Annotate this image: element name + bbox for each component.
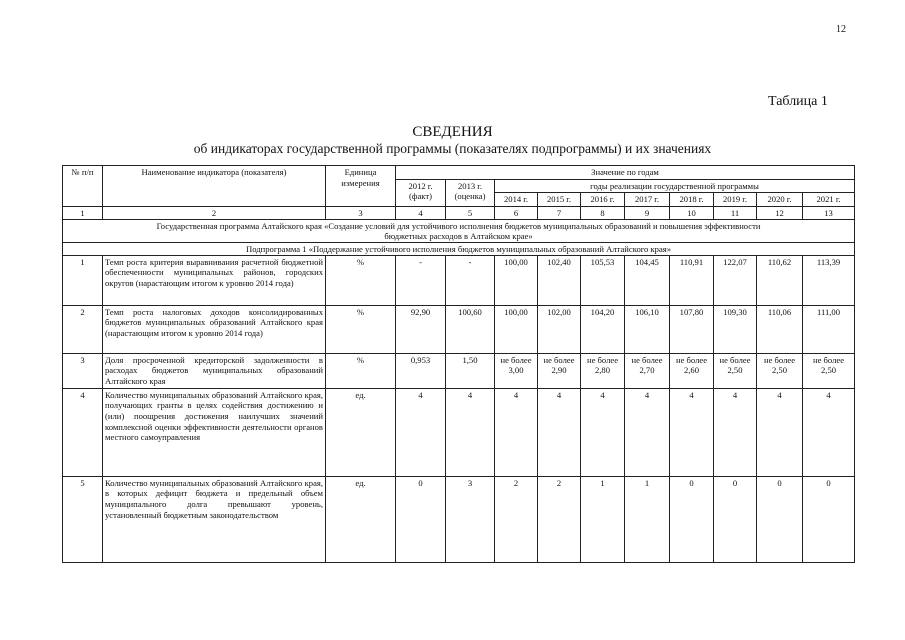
document-title: СВЕДЕНИЯ [412, 124, 493, 140]
value-cell: 107,80 [670, 305, 714, 353]
row-num: 1 [63, 255, 103, 305]
value-cell: 1 [581, 476, 625, 562]
value-cell: 2 [495, 476, 538, 562]
value-cell: 4 [625, 388, 670, 476]
value-cell: 4 [670, 388, 714, 476]
column-number: 6 [495, 206, 538, 219]
column-number: 8 [581, 206, 625, 219]
indicator-name: Доля просроченной кредиторской задолженности в расходах бюджетов муниципальных образований Алтайского края [103, 353, 326, 388]
value-cell: 1 [625, 476, 670, 562]
value-cell: не более 2,50 [803, 353, 855, 388]
value-cell: 1,50 [446, 353, 495, 388]
value-cell: 109,30 [714, 305, 757, 353]
value-cell: 113,39 [803, 255, 855, 305]
value-cell: 110,06 [757, 305, 803, 353]
indicator-unit: % [326, 353, 396, 388]
header-year: 2019 г. [714, 193, 757, 207]
header-year: 2016 г. [581, 193, 625, 207]
column-number: 10 [670, 206, 714, 219]
value-cell: не более 2,50 [757, 353, 803, 388]
header-year: 2014 г. [495, 193, 538, 207]
value-cell: 4 [803, 388, 855, 476]
value-cell: 4 [714, 388, 757, 476]
subprogram-row [63, 242, 855, 255]
table-row [63, 305, 855, 353]
value-cell: 4 [538, 388, 581, 476]
header-row-1 [63, 166, 855, 180]
page-number: 12 [836, 24, 846, 35]
value-cell: 111,00 [803, 305, 855, 353]
header-program-years: годы реализации государственной программы [495, 179, 855, 193]
value-cell: не более 2,60 [670, 353, 714, 388]
header-year-2013: 2013 г. (оценка) [446, 179, 495, 206]
value-cell: не более 3,00 [495, 353, 538, 388]
value-cell: 0,953 [396, 353, 446, 388]
value-cell: 4 [495, 388, 538, 476]
table-row [63, 476, 855, 562]
value-cell: 4 [757, 388, 803, 476]
value-cell: 92,90 [396, 305, 446, 353]
table-row [63, 255, 855, 305]
column-number: 4 [396, 206, 446, 219]
indicator-name: Темп роста критерия выравнивания расчетной бюджетной обеспеченности муниципальных районов, городских округов (нарастающим итогом к уровню 2014 года) [103, 255, 326, 305]
column-number: 2 [103, 206, 326, 219]
table-label: Таблица 1 [768, 94, 828, 109]
indicator-name: Темп роста налоговых доходов консолидированных бюджетов муниципальных образований Алтайского края (нарастающим итогом к уровню 2014 года) [103, 305, 326, 353]
value-cell: 104,20 [581, 305, 625, 353]
row-num: 2 [63, 305, 103, 353]
indicators-table [62, 165, 855, 563]
program-row [63, 219, 855, 242]
value-cell: 0 [670, 476, 714, 562]
column-number: 1 [63, 206, 103, 219]
value-cell: 0 [757, 476, 803, 562]
value-cell: 0 [396, 476, 446, 562]
value-cell: 110,91 [670, 255, 714, 305]
value-cell: 4 [581, 388, 625, 476]
value-cell: 122,07 [714, 255, 757, 305]
header-year: 2017 г. [625, 193, 670, 207]
subprogram-title: Подпрограмма 1 «Поддержание устойчивого исполнения бюджетов муниципальных образований Алтайского края» [63, 242, 855, 255]
value-cell: 106,10 [625, 305, 670, 353]
value-cell: 110,62 [757, 255, 803, 305]
column-number: 3 [326, 206, 396, 219]
header-num: № п/п [63, 166, 103, 207]
header-unit: Единица измерения [326, 166, 396, 207]
value-cell: 102,40 [538, 255, 581, 305]
column-number: 13 [803, 206, 855, 219]
column-number-row [63, 206, 855, 219]
value-cell: 100,00 [495, 255, 538, 305]
row-num: 5 [63, 476, 103, 562]
value-cell: 104,45 [625, 255, 670, 305]
value-cell: 0 [714, 476, 757, 562]
column-number: 12 [757, 206, 803, 219]
header-name: Наименование индикатора (показателя) [103, 166, 326, 207]
value-cell: не более 2,90 [538, 353, 581, 388]
header-year-2012: 2012 г. (факт) [396, 179, 446, 206]
value-cell: - [446, 255, 495, 305]
value-cell: 4 [446, 388, 495, 476]
program-title: Государственная программа Алтайского края «Создание условий для устойчивого исполнения бюджетов муниципальных образований и повышения эффективности бюджетных расходов в Алтайском крае» [63, 219, 855, 242]
value-cell: не более 2,70 [625, 353, 670, 388]
value-cell: не более 2,50 [714, 353, 757, 388]
indicator-name: Количество муниципальных образований Алтайского края, в которых дефицит бюджета и предельный объем муниципального долга превышают уровень, установленный бюджетным законодательством [103, 476, 326, 562]
indicator-unit: % [326, 255, 396, 305]
value-cell: 100,60 [446, 305, 495, 353]
value-cell: 105,53 [581, 255, 625, 305]
header-year: 2021 г. [803, 193, 855, 207]
table-row [63, 353, 855, 388]
indicator-unit: ед. [326, 388, 396, 476]
value-cell: не более 2,80 [581, 353, 625, 388]
row-num: 4 [63, 388, 103, 476]
document-subtitle: об индикаторах государственной программы (показателях подпрограммы) и их значениях [193, 141, 712, 156]
table-row [63, 388, 855, 476]
row-num: 3 [63, 353, 103, 388]
indicator-name: Количество муниципальных образований Алтайского края, получающих гранты в целях содействия достижению и (или) поощрения достижения наилучших значений комплексной оценки эффективности деятельности органов местного самоуправления [103, 388, 326, 476]
header-year: 2015 г. [538, 193, 581, 207]
column-number: 9 [625, 206, 670, 219]
header-year: 2020 г. [757, 193, 803, 207]
value-cell: 102,00 [538, 305, 581, 353]
value-cell: 0 [803, 476, 855, 562]
value-cell: 100,00 [495, 305, 538, 353]
value-cell: 4 [396, 388, 446, 476]
column-number: 5 [446, 206, 495, 219]
header-values-by-year: Значение по годам [396, 166, 855, 180]
indicator-unit: % [326, 305, 396, 353]
value-cell: 3 [446, 476, 495, 562]
column-number: 7 [538, 206, 581, 219]
value-cell: - [396, 255, 446, 305]
indicator-unit: ед. [326, 476, 396, 562]
column-number: 11 [714, 206, 757, 219]
value-cell: 2 [538, 476, 581, 562]
header-year: 2018 г. [670, 193, 714, 207]
